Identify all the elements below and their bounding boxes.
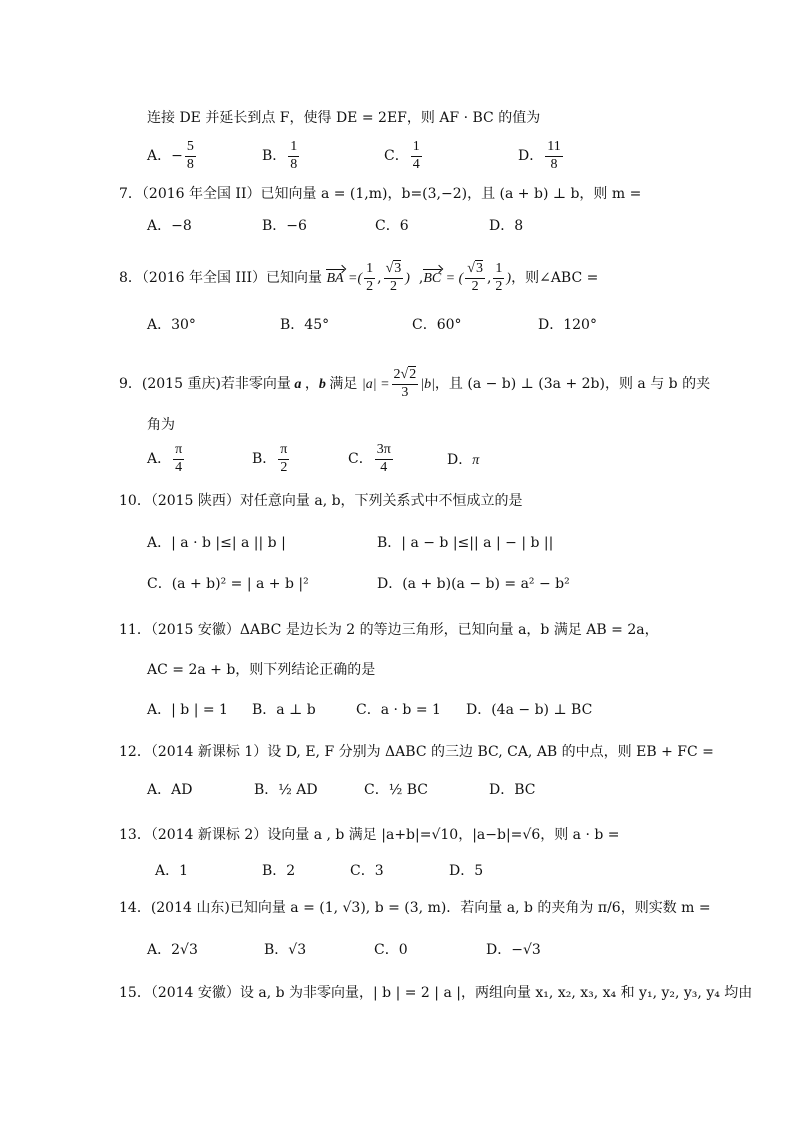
q11-option-c: C．a · b = 1 <box>356 702 441 718</box>
q6-option-b: B． $\frac{1}{8}$ <box>262 139 298 172</box>
q8-option-b: B．45° <box>280 317 330 333</box>
q9-stem: 9．(2015 重庆)若非零向量 a ，b 满足 |a| = $\frac{2√2}{3}$ |b|，且 (a − b) ⊥ (3a + 2b)，则 a 与 b 的夹 <box>119 367 711 400</box>
q14-stem: 14．(2014 山东)已知向量 a = (1, √3), b = (3, m)．若向量 a, b 的夹角为 π/6，则实数 m = <box>119 900 711 916</box>
q13-option-b: B．2 <box>262 863 296 879</box>
q9-stem-cont: 角为 <box>147 417 175 433</box>
q11-stem-cont: AC = 2a + b，则下列结论正确的是 <box>147 662 376 678</box>
q8-stem: 8．（2016 年全国 III）已知向量 BA =( $\frac{1}{2}$ , $\frac{√3}{2}$ ) ,BC = ( $\frac{√3}{2}$ , $\frac{1}{2}$ )，则∠ABC = <box>119 261 599 294</box>
q9-option-c: C． $\frac{3\pi}{4}$ <box>348 442 391 475</box>
q10-option-a: A．| a · b |≤| a || b | <box>147 535 286 551</box>
q6-option-d: D． $\frac{11}{8}$ <box>518 139 561 172</box>
q11-option-b: B．a ⊥ b <box>252 702 316 718</box>
q11-option-a: A．| b | = 1 <box>147 702 228 718</box>
q13-option-c: C．3 <box>350 863 384 879</box>
q11-stem: 11．（2015 安徽）ΔABC 是边长为 2 的等边三角形，已知向量 a，b 满足 AB = 2a， <box>119 622 659 638</box>
q12-option-c: C．½ BC <box>364 782 428 798</box>
q8-option-c: C．60° <box>412 317 462 333</box>
q14-option-b: B．√3 <box>264 942 307 958</box>
vector-bc: BC <box>423 271 442 287</box>
q9-option-a: A． $\frac{\pi}{4}$ <box>147 442 183 475</box>
q14-option-a: A．2√3 <box>147 942 198 958</box>
q15-stem: 15．（2014 安徽）设 a, b 为非零向量，| b | = 2 | a |，两组向量 x₁, x₂, x₃, x₄ 和 y₁, y₂, y₃, y₄ 均由 <box>119 985 753 1001</box>
q6-option-a: A．− $\frac{5}{8}$ <box>147 139 194 172</box>
q12-option-a: A．AD <box>147 782 193 798</box>
q12-stem: 12．（2014 新课标 1）设 D, E, F 分别为 ΔABC 的三边 BC, CA, AB 的中点，则 EB + FC = <box>119 744 714 760</box>
q10-option-b: B．| a − b |≤|| a | − | b || <box>377 535 554 551</box>
q10-stem: 10．（2015 陕西）对任意向量 a, b，下列关系式中不恒成立的是 <box>119 493 523 509</box>
q6-stem: 连接 DE 并延长到点 F，使得 DE = 2EF，则 AF · BC 的值为 <box>147 110 541 126</box>
q13-option-a: A．1 <box>155 863 189 879</box>
q14-option-c: C．0 <box>374 942 408 958</box>
q7-option-c: C．6 <box>375 218 409 234</box>
q9-option-d: D．π <box>447 452 480 468</box>
q7-option-a: A．−8 <box>147 218 192 234</box>
q12-option-d: D．BC <box>489 782 536 798</box>
q14-option-d: D．−√3 <box>486 942 541 958</box>
q13-stem: 13．（2014 新课标 2）设向量 a , b 满足 |a+b|=√10，|a−b|=√6，则 a · b = <box>119 827 620 843</box>
vector-ba: BA <box>326 271 344 287</box>
q7-stem: 7．（2016 年全国 II）已知向量 a = (1,m)，b=(3,−2)，且 (a + b) ⊥ b，则 m = <box>119 186 642 202</box>
q7-option-b: B．−6 <box>262 218 307 234</box>
q6-option-c: C． $\frac{1}{4}$ <box>384 139 420 172</box>
q10-option-c: C．(a + b)² = | a + b |² <box>147 576 309 592</box>
q8-option-d: D．120° <box>538 317 597 333</box>
q11-option-d: D．(4a − b) ⊥ BC <box>466 702 593 718</box>
q13-option-d: D．5 <box>449 863 484 879</box>
q9-option-b: B． $\frac{\pi}{2}$ <box>252 442 288 475</box>
q12-option-b: B．½ AD <box>254 782 318 798</box>
q10-option-d: D．(a + b)(a − b) = a² − b² <box>377 576 570 592</box>
q8-option-a: A．30° <box>147 317 196 333</box>
q7-option-d: D．8 <box>489 218 524 234</box>
